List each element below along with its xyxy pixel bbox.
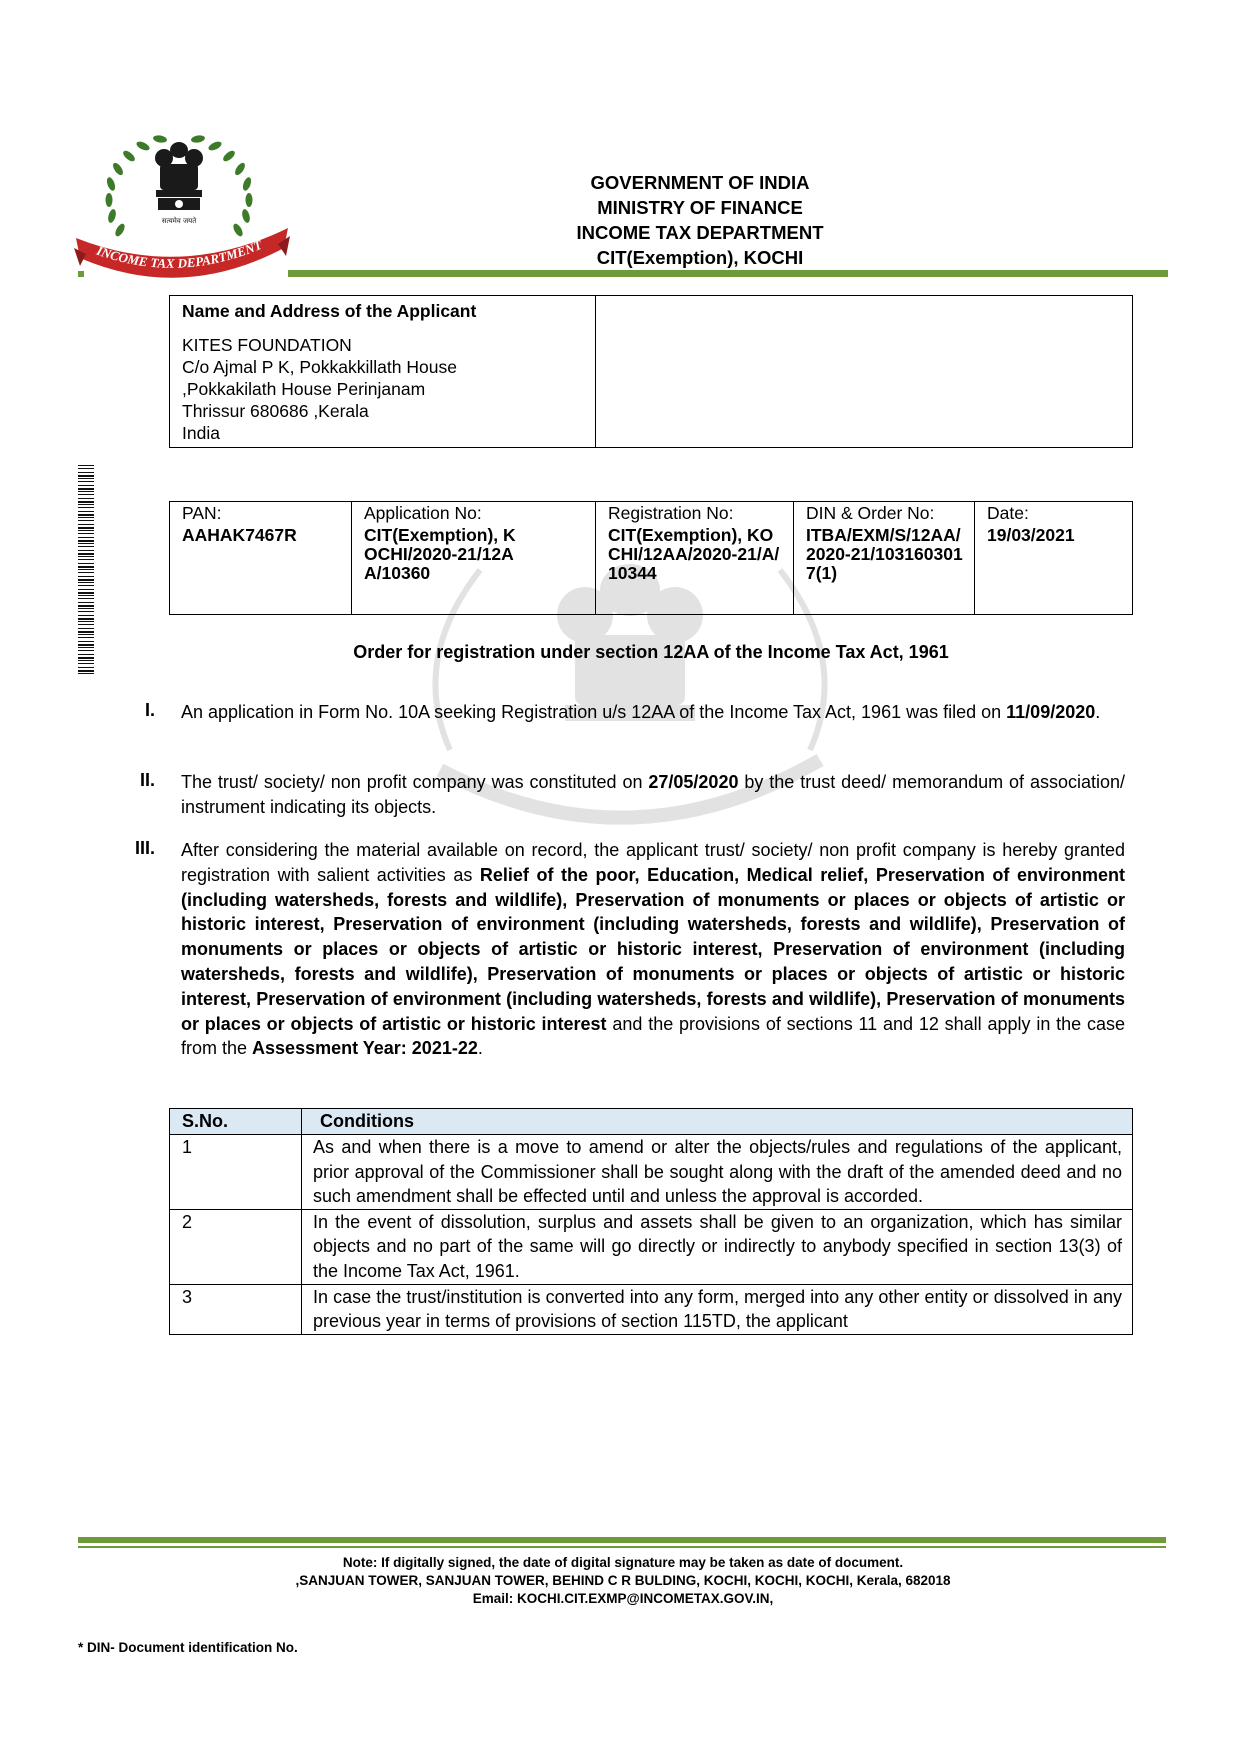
applicant-country: India <box>182 423 220 443</box>
din-order-no-label: DIN & Order No: <box>806 503 935 523</box>
pan-cell <box>170 502 352 615</box>
government-title: GOVERNMENT OF INDIA <box>590 172 810 193</box>
registration-no-value: CIT(Exemption), KOCHI/12AA/2020-21/A/10344 <box>608 525 780 583</box>
applicant-details <box>170 296 596 447</box>
office-title: CIT(Exemption), KOCHI <box>596 247 804 268</box>
assessment-year: Assessment Year: 2021-22 <box>252 1038 478 1059</box>
ministry-title: MINISTRY OF FINANCE <box>597 197 803 218</box>
para1-text: An application in Form No. 10A seeking Registration u/s 12AA of the Income Tax Act, 1961 was filed on <box>181 702 1007 722</box>
date-value: 19/03/2021 <box>987 525 1075 545</box>
application-no-cell <box>352 502 596 615</box>
conditions-header: Conditions <box>302 1109 1133 1135</box>
para-number: III. <box>134 838 155 858</box>
din-footnote: * DIN- Document identification No. <box>78 1640 298 1655</box>
svg-text:सत्यमेव जयते: सत्यमेव जयते <box>161 217 197 225</box>
order-title: Order for registration under section 12AA of the Income Tax Act, 1961 <box>353 642 949 662</box>
order-paragraph-3 <box>181 838 1125 1061</box>
registration-no-label: Registration No: <box>608 503 734 523</box>
income-tax-department-logo <box>72 120 292 280</box>
constitution-date: 27/05/2020 <box>648 772 739 792</box>
barcode <box>78 465 94 675</box>
office-address: ,SANJUAN TOWER, SANJUAN TOWER, BEHIND C R BULDING, KOCHI, KOCHI, KOCHI, Kerala, 682018 <box>295 1573 951 1588</box>
order-paragraph-2 <box>181 770 1125 820</box>
para-number: I. <box>144 700 155 720</box>
para3-text: After considering the material available on record, the applicant trust/ society/ non profit company is hereby granted registration with salient activities as <box>181 840 1125 885</box>
digital-signature-note: Note: If digitally signed, the date of digital signature may be taken as date of document. <box>342 1555 904 1570</box>
application-date: 11/09/2020 <box>1006 702 1096 722</box>
para-number: II. <box>139 770 155 790</box>
conditions-table <box>169 1108 1133 1335</box>
department-header <box>480 170 920 270</box>
registration-no-cell <box>596 502 794 615</box>
condition-text: In the event of dissolution, surplus and assets shall be given to an organization, which has similar objects and no part of the same will go directly or indirectly to anybody specified in section 13(3) of the Income Tax Act, 1961. <box>302 1209 1133 1284</box>
din-order-no-value: ITBA/EXM/S/12AA/2020-21/1031603017(1) <box>806 525 963 583</box>
header-divider-mark <box>78 271 84 277</box>
condition-sno: 3 <box>170 1284 302 1334</box>
date-cell <box>975 502 1133 615</box>
pan-value: AAHAK7467R <box>182 525 297 545</box>
footer-divider <box>78 1537 1166 1543</box>
footer-divider-thin <box>78 1546 1166 1548</box>
applicant-address-line: Thrissur 680686 ,Kerala <box>182 401 369 421</box>
footer <box>78 1554 1168 1608</box>
applicant-box <box>169 295 1133 448</box>
registration-ids-table <box>169 501 1133 615</box>
applicant-address-line: ,Pokkakilath House Perinjanam <box>182 379 426 399</box>
application-no-value: CIT(Exemption), KOCHI/2020-21/12AA/10360 <box>364 525 516 583</box>
salient-activities: Relief of the poor, Education, Medical relief, Preservation of environment (including watersheds, forests and wildlife), Preservation of monuments or places or objects of artistic or historic interest, Preservation of environment (including watersheds, forests and wildlife), Preservation of monuments or places or objects of artistic or historic interest, Preservation of environment (including watersheds, forests and wildlife), Preservation of monuments or places or objects of artistic or historic interest, Preservation of environment (including watersheds, forests and wildlife), Preservation of monuments or places or objects of artistic or historic interest <box>181 864 1125 1034</box>
pan-label: PAN: <box>182 503 222 523</box>
table-row <box>170 1284 1133 1334</box>
para3-end: . <box>477 1038 483 1059</box>
para3-text-mid: and the provisions of sections 11 and 12 shall apply in the case from the <box>181 1013 1125 1059</box>
department-title: INCOME TAX DEPARTMENT <box>576 222 824 243</box>
header-divider <box>288 270 1168 277</box>
table-row <box>170 1209 1133 1284</box>
sno-header: S.No. <box>170 1109 302 1135</box>
application-no-label: Application No: <box>364 503 482 523</box>
svg-text:INCOME TAX DEPARTMENT: INCOME TAX DEPARTMENT <box>94 236 265 271</box>
emblem-icon <box>72 120 292 280</box>
para2-text: The trust/ society/ non profit company was constituted on <box>181 772 649 792</box>
condition-sno: 2 <box>170 1209 302 1284</box>
date-label: Date: <box>987 503 1029 523</box>
applicant-name: KITES FOUNDATION <box>182 335 352 355</box>
condition-text: In case the trust/institution is converted into any form, merged into any other entity or dissolved in any previous year in terms of provisions of section 115TD, the applicant <box>302 1284 1133 1334</box>
din-order-no-cell <box>794 502 975 615</box>
order-paragraph-1: An application in Form No. 10A seeking Registration u/s 12AA of the Income Tax Act, 1961 was filed on 11/09/2020. <box>181 702 1101 722</box>
office-email: Email: KOCHI.CIT.EXMP@INCOMETAX.GOV.IN, <box>472 1591 774 1606</box>
applicant-address-line: C/o Ajmal P K, Pokkakkillath House <box>182 357 457 377</box>
condition-sno: 1 <box>170 1135 302 1210</box>
condition-text: As and when there is a move to amend or alter the objects/rules and regulations of the applicant, prior approval of the Commissioner shall be sought along with the draft of the amended deed and no such amendment shall be effected until and unless the approval is accorded. <box>302 1135 1133 1210</box>
table-row <box>170 1135 1133 1210</box>
applicant-label: Name and Address of the Applicant <box>182 301 477 321</box>
para2-text-end: by the trust deed/ memorandum of association/ instrument indicating its objects. <box>181 772 1125 817</box>
applicant-blank-cell <box>596 296 1132 447</box>
